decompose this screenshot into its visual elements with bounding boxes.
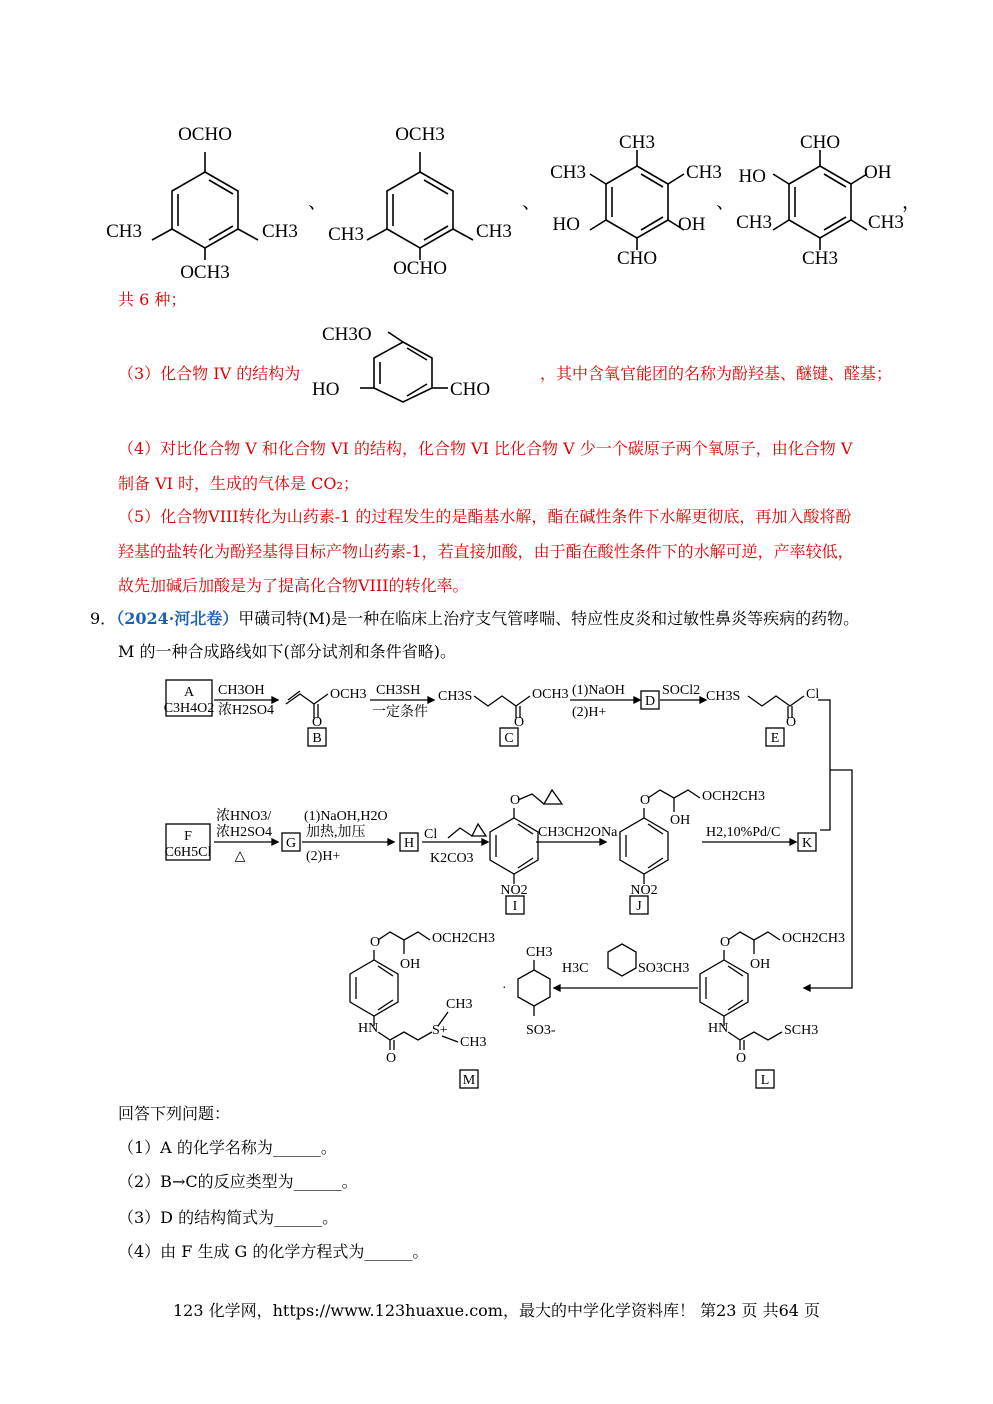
s4-top: CHO bbox=[799, 132, 841, 153]
M-s: S+ bbox=[432, 1023, 448, 1038]
s2-bottom: OCHO bbox=[393, 258, 447, 279]
answer-3-prefix: （3）化合物 IV 的结构为 bbox=[118, 364, 301, 383]
formula-A: C3H4O2 bbox=[163, 701, 215, 716]
reagent-8: CH3CH2ONa bbox=[538, 825, 618, 840]
anion-so3: SO3- bbox=[526, 1023, 556, 1038]
label-I: I bbox=[512, 899, 518, 914]
J-oet: OCH2CH3 bbox=[702, 789, 766, 804]
reagent-2a: CH3SH bbox=[376, 683, 421, 698]
compound-iv-structure bbox=[308, 318, 538, 408]
M-oet: OCH2CH3 bbox=[432, 931, 496, 946]
reagent-7a: Cl bbox=[424, 827, 438, 842]
subq-3: （3）D 的结构简式为______。 bbox=[118, 1208, 339, 1227]
sep-1: 、 bbox=[308, 192, 328, 213]
s4-ur: OH bbox=[864, 162, 892, 183]
answer-3-suffix: ，其中含氧官能团的名称为酚羟基、醚键、醛基； bbox=[540, 364, 893, 383]
sep-2: 、 bbox=[522, 192, 542, 213]
subq-1: （1）A 的化学名称为______。 bbox=[118, 1138, 337, 1157]
s3-bottom: CHO bbox=[616, 248, 658, 269]
sep-3: 、 bbox=[716, 192, 736, 213]
label-F: F bbox=[184, 829, 192, 844]
iv-right: CHO bbox=[450, 379, 491, 400]
B-o: O bbox=[312, 715, 323, 730]
s3-ul: CH3 bbox=[550, 162, 586, 183]
C-ch3s: CH3S bbox=[438, 689, 473, 704]
salt-dot: · bbox=[502, 981, 507, 996]
reagent-5a: 浓HNO3/ bbox=[216, 809, 272, 824]
s3-lr: OH bbox=[678, 214, 706, 235]
L-nh: HN bbox=[708, 1021, 729, 1036]
M-oh: OH bbox=[400, 957, 421, 972]
s1-left: CH3 bbox=[106, 221, 142, 242]
s3-ll: HO bbox=[552, 214, 580, 235]
reagent-6c: (2)H+ bbox=[306, 849, 341, 864]
reagent-10b: SO3CH3 bbox=[638, 961, 690, 976]
reagent-1b: 浓H2SO4 bbox=[218, 703, 275, 718]
I-o: O bbox=[510, 793, 521, 808]
label-C: C bbox=[504, 731, 514, 746]
end-mark: ， bbox=[902, 192, 922, 213]
M-nh: HN bbox=[358, 1021, 379, 1036]
s3-top: CH3 bbox=[619, 132, 655, 153]
reagent-3b: (2)H+ bbox=[572, 705, 607, 720]
answer-count: 共 6 种； bbox=[118, 290, 187, 309]
reagent-4: SOCl2 bbox=[662, 683, 701, 698]
reagent-7b: K2CO3 bbox=[430, 851, 474, 866]
J-oh: OH bbox=[670, 813, 691, 828]
s4-ll: CH3 bbox=[736, 212, 772, 233]
answer-4-line1: （4）对比化合物 V 和化合物 VI 的结构，化合物 VI 比化合物 V 少一个碳原子两个氧原子，由化合物 V bbox=[118, 439, 853, 458]
M-ch3b: CH3 bbox=[460, 1035, 487, 1050]
answer-4-line2: 制备 VI 时，生成的气体是 CO₂； bbox=[118, 474, 359, 493]
isomer-structures bbox=[106, 110, 930, 290]
subq-intro: 回答下列问题： bbox=[118, 1104, 231, 1123]
anion-ch3: CH3 bbox=[526, 945, 553, 960]
label-K: K bbox=[801, 836, 813, 851]
reagent-10a: H3C bbox=[562, 961, 589, 976]
s1-bottom: OCH3 bbox=[180, 262, 230, 283]
iv-top: CH3O bbox=[322, 324, 372, 345]
label-B: B bbox=[312, 731, 322, 746]
label-H: H bbox=[403, 836, 415, 851]
C-och3: OCH3 bbox=[532, 687, 569, 702]
question-9-line1 bbox=[90, 607, 859, 631]
L-oet: OCH2CH3 bbox=[782, 931, 846, 946]
L-sch3: SCH3 bbox=[784, 1023, 819, 1038]
question-9-line2: M 的一种合成路线如下(部分试剂和条件省略)。 bbox=[118, 642, 456, 661]
subq-2: （2）B→C的反应类型为______。 bbox=[118, 1172, 358, 1191]
label-L: L bbox=[760, 1073, 770, 1088]
reagent-3a: (1)NaOH bbox=[572, 683, 625, 698]
answer-5-line2: 羟基的盐转化为酚羟基得目标产物山药素-1，若直接加酸，由于酯在酸性条件下的水解可逆，产率较低， bbox=[118, 542, 854, 561]
E-cl: Cl bbox=[806, 687, 820, 702]
s4-bottom: CH3 bbox=[802, 248, 838, 269]
L-oh: OH bbox=[750, 957, 771, 972]
reagent-6b: 加热,加压 bbox=[306, 825, 366, 840]
B-och3: OCH3 bbox=[330, 687, 367, 702]
label-A: A bbox=[183, 685, 195, 700]
label-D: D bbox=[644, 694, 656, 709]
I-no2: NO2 bbox=[500, 883, 528, 898]
reagent-5b: 浓H2SO4 bbox=[216, 825, 273, 840]
answer-5-line3: 故先加碱后加酸是为了提高化合物VIII的转化率。 bbox=[118, 576, 469, 595]
label-M: M bbox=[462, 1073, 476, 1088]
J-no2: NO2 bbox=[630, 883, 658, 898]
reagent-5c: △ bbox=[234, 849, 246, 864]
page-footer: 123 化学网，https://www.123huaxue.com，最大的中学化学资料库！ 第23 页 共64 页 bbox=[172, 1301, 821, 1320]
L-o: O bbox=[720, 935, 731, 950]
question-text-1: 甲磺司特(M)是一种在临床上治疗支气管哮喘、特应性皮炎和过敏性鼻炎等疾病的药物。 bbox=[238, 609, 860, 628]
iv-left: HO bbox=[312, 379, 340, 400]
s3-ur: CH3 bbox=[686, 162, 722, 183]
M-ch3a: CH3 bbox=[446, 997, 473, 1012]
E-o: O bbox=[786, 715, 797, 730]
reagent-6a: (1)NaOH,H2O bbox=[304, 809, 388, 824]
label-E: E bbox=[770, 731, 780, 746]
s2-top: OCH3 bbox=[395, 124, 445, 145]
reagent-2b: 一定条件 bbox=[372, 705, 428, 720]
s2-right: CH3 bbox=[476, 221, 512, 242]
M-o: O bbox=[370, 935, 381, 950]
question-number: 9． bbox=[90, 609, 117, 628]
s2-left: CH3 bbox=[328, 224, 364, 245]
s1-top: OCHO bbox=[178, 124, 232, 145]
formula-F: C6H5Cl bbox=[164, 845, 212, 860]
s4-lr: CH3 bbox=[868, 212, 904, 233]
s4-ul: HO bbox=[738, 166, 766, 187]
label-G: G bbox=[285, 836, 297, 851]
answer-5-line1: （5）化合物VIII转化为山药素-1 的过程发生的是酯基水解，酯在碱性条件下水解更彻底，再加入酸将酚 bbox=[118, 507, 852, 526]
J-o: O bbox=[640, 793, 651, 808]
E-ch3s: CH3S bbox=[706, 689, 741, 704]
synthesis-scheme bbox=[160, 670, 880, 1100]
C-o: O bbox=[514, 715, 525, 730]
reagent-9: H2,10%Pd/C bbox=[706, 825, 781, 840]
label-J: J bbox=[636, 899, 642, 914]
reagent-1a: CH3OH bbox=[218, 683, 265, 698]
s1-right: CH3 bbox=[262, 221, 298, 242]
M-co: O bbox=[386, 1051, 397, 1066]
L-co: O bbox=[736, 1051, 747, 1066]
subq-4: （4）由 F 生成 G 的化学方程式为______。 bbox=[118, 1242, 429, 1261]
question-source: （2024·河北卷） bbox=[116, 609, 239, 628]
